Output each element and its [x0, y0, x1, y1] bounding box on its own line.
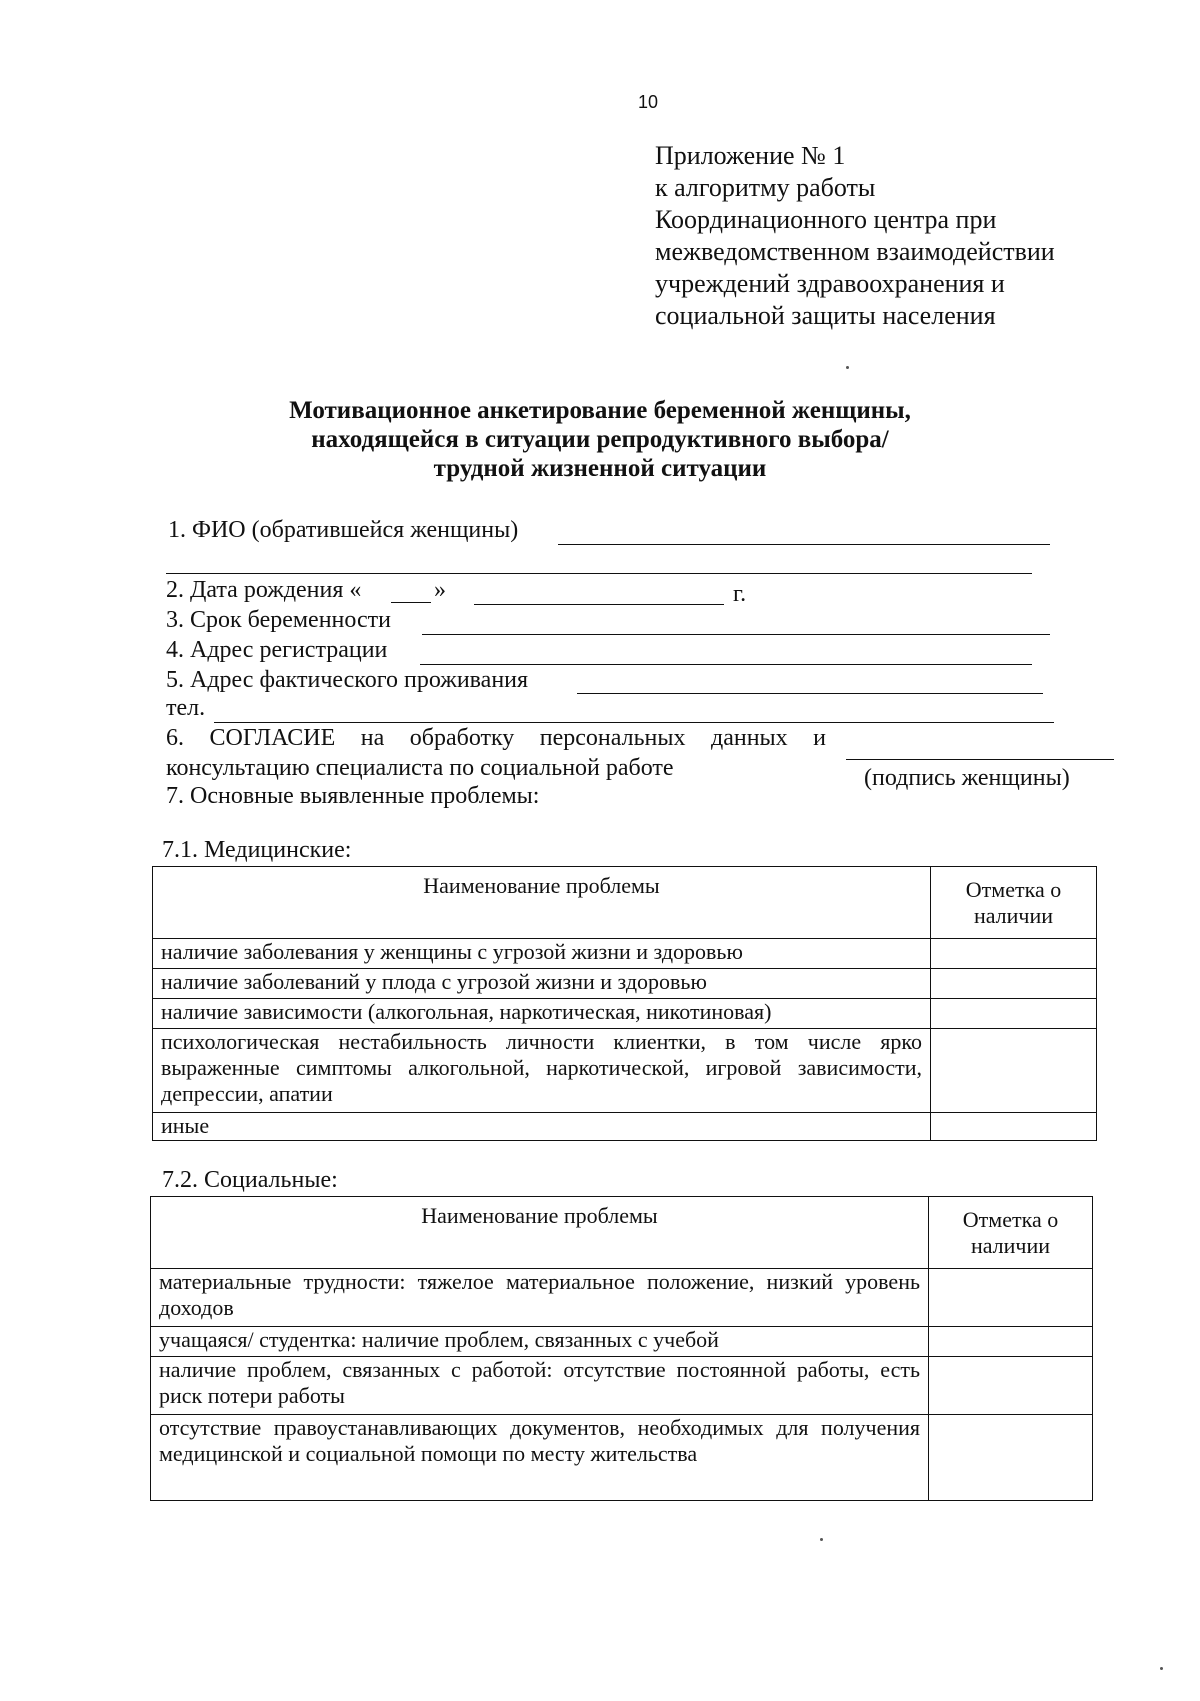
- problem-cell: наличие зависимости (алкогольная, наркотическая, никотиновая): [153, 999, 931, 1029]
- table-row: [153, 969, 1097, 999]
- social-heading: 7.2. Социальные:: [162, 1167, 338, 1193]
- table-header-row: [153, 867, 1097, 939]
- appendix-line: учреждений здравоохранения и: [655, 269, 1005, 298]
- problem-cell: психологическая нестабильность личности клиентки, в том числе ярко выраженные симптомы алкогольной, наркотической, игровой зависимости, депрессии, апатии: [153, 1029, 931, 1113]
- scan-speck: [1160, 1667, 1163, 1670]
- mark-cell[interactable]: [929, 1357, 1093, 1415]
- table-row: [153, 1029, 1097, 1113]
- problem-cell: учащаяся/ студентка: наличие проблем, связанных с учебой: [151, 1327, 929, 1357]
- term-field[interactable]: [422, 634, 1050, 635]
- problem-cell: наличие заболеваний у плода с угрозой жизни и здоровью: [153, 969, 931, 999]
- problem-cell: материальные трудности: тяжелое материальное положение, низкий уровень доходов: [151, 1269, 929, 1327]
- scan-speck: [820, 1538, 823, 1541]
- medical-heading: 7.1. Медицинские:: [162, 837, 352, 863]
- column-header-problem: Наименование проблемы: [151, 1197, 929, 1269]
- mark-cell[interactable]: [929, 1415, 1093, 1501]
- mark-cell[interactable]: [931, 1029, 1097, 1113]
- problem-cell: иные: [153, 1113, 931, 1141]
- table-row: [151, 1327, 1093, 1357]
- title-line: Мотивационное анкетирование беременной женщины,: [289, 397, 911, 424]
- appendix-line: межведомственном взаимодействии: [655, 237, 1055, 266]
- appendix-line: Приложение № 1: [655, 141, 846, 170]
- table-row: [151, 1357, 1093, 1415]
- actual-address-label: 5. Адрес фактического проживания: [166, 667, 529, 693]
- medical-problems-table: [152, 866, 1097, 1141]
- title-line: находящейся в ситуации репродуктивного выбора/: [311, 426, 889, 453]
- dob-month-field[interactable]: [474, 604, 724, 605]
- mark-cell[interactable]: [929, 1269, 1093, 1327]
- mark-cell[interactable]: [931, 969, 1097, 999]
- mark-cell[interactable]: [929, 1327, 1093, 1357]
- problem-cell: наличие заболевания у женщины с угрозой жизни и здоровью: [153, 939, 931, 969]
- fio-label: 1. ФИО (обратившейся женщины): [168, 517, 519, 543]
- social-problems-table: [150, 1196, 1093, 1501]
- problems-label: 7. Основные выявленные проблемы:: [166, 783, 540, 809]
- column-header-problem: Наименование проблемы: [153, 867, 931, 939]
- dob-day-field[interactable]: [391, 602, 431, 603]
- table-row: [153, 999, 1097, 1029]
- fio-field-continuation[interactable]: [166, 573, 1032, 574]
- table-row: [153, 939, 1097, 969]
- column-header-mark: Отметка о наличии: [931, 867, 1097, 939]
- problem-cell: наличие проблем, связанных с работой: отсутствие постоянной работы, есть риск потери работы: [151, 1357, 929, 1415]
- table-row: [151, 1269, 1093, 1327]
- scan-speck: [846, 366, 849, 369]
- registration-label: 4. Адрес регистрации: [166, 637, 388, 663]
- title-line: трудной жизненной ситуации: [433, 455, 767, 482]
- dob-year-suffix: г.: [733, 581, 747, 607]
- appendix-line: к алгоритму работы: [655, 173, 876, 202]
- signature-caption: (подпись женщины): [864, 765, 1070, 791]
- table-header-row: [151, 1197, 1093, 1269]
- mark-cell[interactable]: [931, 1113, 1097, 1141]
- tel-label: тел.: [166, 695, 206, 721]
- mark-cell[interactable]: [931, 939, 1097, 969]
- column-header-mark: Отметка о наличии: [929, 1197, 1093, 1269]
- consent-line-1: 6. СОГЛАСИЕ на обработку персональных данных и: [166, 725, 826, 751]
- tel-field[interactable]: [214, 722, 1054, 723]
- signature-field[interactable]: [846, 759, 1114, 760]
- mark-cell[interactable]: [931, 999, 1097, 1029]
- fio-field[interactable]: [558, 544, 1050, 545]
- term-label: 3. Срок беременности: [166, 607, 391, 633]
- page-number: 10: [638, 92, 659, 112]
- appendix-line: социальной защиты населения: [655, 301, 996, 330]
- consent-line-2: консультацию специалиста по социальной работе: [166, 755, 674, 781]
- actual-address-field[interactable]: [577, 693, 1043, 694]
- dob-label: 2. Дата рождения «: [166, 577, 362, 603]
- table-row: [153, 1113, 1097, 1141]
- appendix-block: [655, 140, 1055, 332]
- form-title: [240, 396, 960, 483]
- problem-cell: отсутствие правоустанавливающих документов, необходимых для получения медицинской и социальной помощи по месту жительства: [151, 1415, 929, 1501]
- registration-field[interactable]: [420, 664, 1032, 665]
- table-row: [151, 1415, 1093, 1501]
- appendix-line: Координационного центра при: [655, 205, 997, 234]
- dob-close-quote: »: [434, 577, 446, 603]
